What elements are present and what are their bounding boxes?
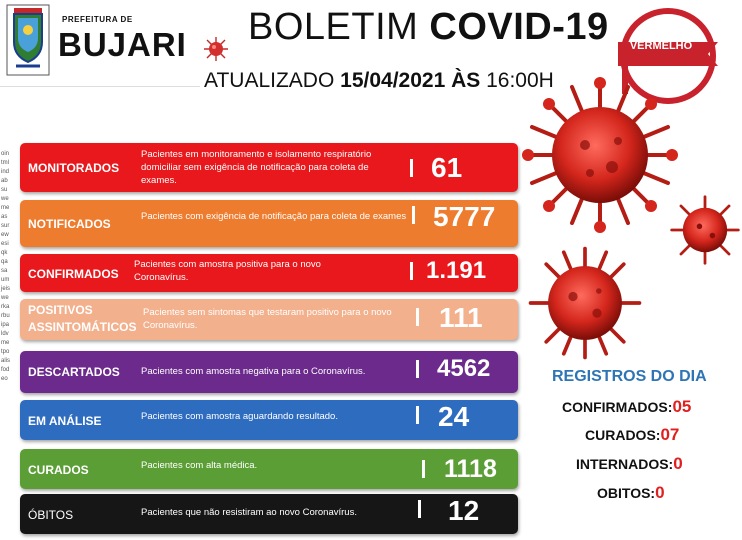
stat-row-monitorados (20, 143, 518, 192)
row-label: MONITORADOS (28, 161, 120, 175)
stat-row-notificados (20, 200, 518, 247)
stat-row-obitos (20, 494, 518, 534)
updated-timestamp: ATUALIZADO 15/04/2021 ÀS 16:00H (204, 69, 554, 92)
registro-curados (585, 425, 679, 445)
row-separator (416, 308, 419, 326)
row-value: 1118 (444, 455, 497, 483)
side-text-strip: ointmlindabsuwemeassurewesiqkqasaumjeiswerkarbuipaldvmetpoalisfodeo (1, 151, 11, 382)
row-separator (422, 460, 425, 478)
row-value: 111 (439, 302, 483, 333)
row-value: 24 (438, 401, 470, 432)
registro-label: INTERNADOS: (576, 456, 674, 472)
registro-value: 07 (660, 425, 680, 444)
row-separator (418, 500, 421, 518)
registro-value: 0 (673, 454, 683, 473)
registro-value: 0 (655, 483, 665, 502)
registro-confirmados (562, 397, 691, 417)
registro-internados (576, 454, 683, 474)
stat-row-em-analise (20, 400, 518, 440)
stat-row-confirmados (20, 254, 518, 292)
row-description: Pacientes que não resistiram ao novo Coronavírus. (141, 507, 357, 518)
registros-title: REGISTROS DO DIA (552, 368, 707, 385)
row-separator (410, 159, 413, 177)
row-label: POSITIVOS (28, 303, 93, 317)
row-value: 5777 (433, 201, 496, 232)
registro-label: CONFIRMADOS: (562, 399, 673, 415)
row-separator (416, 406, 419, 424)
row-description: Pacientes com amostra positiva para o novo Coronavírus. (134, 259, 321, 283)
city-name: BUJARI (58, 26, 187, 63)
row-label: EM ANÁLISE (28, 414, 102, 428)
alert-level-label: VERMELHO (629, 40, 693, 52)
registro-label: OBITOS: (597, 485, 656, 501)
row-value: 4562 (437, 355, 491, 382)
virus-right-icon (668, 190, 742, 270)
registro-label: CURADOS: (585, 427, 661, 443)
row-description: Pacientes com exigência de notificação para coleta de exames (141, 211, 407, 222)
row-label-line2: ASSINTOMÁTICOS (28, 320, 137, 334)
row-separator (410, 262, 413, 280)
page-title: BOLETIM COVID-19 (248, 6, 609, 48)
row-label: CURADOS (28, 463, 89, 477)
municipal-crest-logo (6, 4, 50, 76)
row-description: Pacientes com amostra negativa para o Coronavírus. (141, 366, 366, 377)
row-description: Pacientes sem sintomas que testaram positivo para o novo Coronavírus. (143, 307, 392, 331)
row-value: 1.191 (426, 257, 487, 284)
row-value: 12 (448, 495, 480, 526)
row-label: NOTIFICADOS (28, 217, 111, 231)
stat-row-descartados (20, 351, 518, 393)
row-separator (412, 206, 415, 224)
header-divider (0, 86, 200, 87)
virus-lower-icon (525, 243, 645, 363)
row-description: Pacientes em monitoramento e isolamento respiratório domiciliar sem exigência de notificação para coleta de exames. (141, 149, 372, 186)
stat-row-curados (20, 449, 518, 489)
row-label: CONFIRMADOS (28, 267, 119, 281)
row-separator (416, 360, 419, 378)
virus-small-icon (203, 36, 229, 62)
registro-obitos (597, 483, 665, 503)
row-label: DESCARTADOS (28, 365, 120, 379)
row-label: ÓBITOS (28, 508, 74, 522)
stat-row-positivos-assintomaticos (20, 299, 518, 340)
row-value: 61 (431, 152, 463, 183)
prefeitura-label: PREFEITURA DE (62, 15, 133, 24)
row-description: Pacientes com alta médica. (141, 460, 258, 471)
registro-value: 05 (672, 397, 692, 416)
virus-large-icon (520, 75, 680, 235)
row-description: Pacientes com amostra aguardando resultado. (141, 411, 338, 422)
